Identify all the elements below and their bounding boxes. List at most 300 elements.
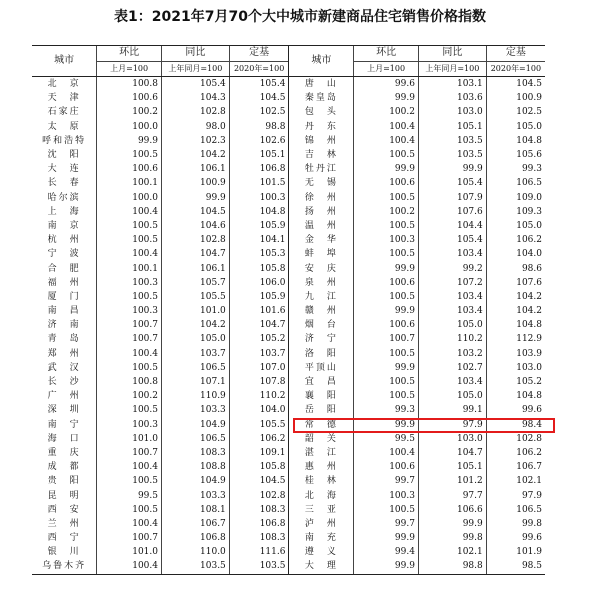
left-city-name: 杭 州 [47, 235, 81, 246]
left-yoy-value: 101.0 [162, 304, 230, 318]
right-mom-value: 99.9 [354, 418, 419, 432]
left-base-value: 108.3 [229, 531, 289, 545]
left-base-value: 107.0 [229, 361, 289, 375]
left-base-value: 102.5 [229, 105, 289, 119]
right-base-value: 105.0 [486, 219, 545, 233]
right-base-value: 99.6 [486, 403, 545, 417]
left-city-name: 深 圳 [47, 405, 81, 416]
header-base-sub-right: 2020年=100 [486, 61, 545, 77]
right-yoy-value: 99.2 [418, 261, 486, 275]
left-mom-value: 100.5 [97, 503, 162, 517]
right-yoy-value: 107.9 [418, 191, 486, 205]
right-base-value: 112.9 [486, 332, 545, 346]
table-row [32, 545, 545, 559]
right-mom-value: 100.5 [354, 247, 419, 261]
right-base-value: 104.2 [486, 304, 545, 318]
header-mom-left: 环比 [97, 46, 162, 62]
right-yoy-value: 107.2 [418, 276, 486, 290]
right-base-value: 104.8 [486, 389, 545, 403]
left-mom-value: 100.2 [97, 105, 162, 119]
right-base-value: 107.6 [486, 276, 545, 290]
left-mom-value: 100.3 [97, 418, 162, 432]
left-city-name: 宁 波 [47, 249, 81, 260]
table-row [32, 176, 545, 190]
right-yoy-value: 103.6 [418, 91, 486, 105]
left-base-value: 106.2 [229, 432, 289, 446]
left-mom-value: 100.5 [97, 474, 162, 488]
header-yoy-sub-left: 上年同月=100 [162, 61, 230, 77]
left-city-name: 济 南 [47, 320, 81, 331]
table-row [32, 474, 545, 488]
table-row [32, 77, 545, 92]
right-yoy-value: 99.1 [418, 403, 486, 417]
left-yoy-value: 105.7 [162, 276, 230, 290]
left-city-name: 武 汉 [47, 362, 81, 373]
left-city-name: 沈 阳 [47, 150, 81, 161]
table-row [32, 361, 545, 375]
left-city-name: 厦 门 [47, 291, 81, 302]
right-mom-value: 100.7 [354, 332, 419, 346]
table-row [32, 460, 545, 474]
right-city-name: 泸 州 [289, 517, 354, 531]
header-base-left: 定基 [229, 46, 289, 62]
right-base-value: 106.2 [486, 233, 545, 247]
left-yoy-value: 98.0 [162, 120, 230, 134]
price-index-table [32, 45, 545, 575]
table-row [32, 304, 545, 318]
left-city-name: 长 春 [47, 178, 81, 189]
left-mom-value: 100.5 [97, 233, 162, 247]
right-yoy-value: 105.4 [418, 233, 486, 247]
left-city-name: 重 庆 [47, 447, 81, 458]
right-city-name: 济 宁 [289, 332, 354, 346]
right-mom-value: 100.5 [354, 290, 419, 304]
right-base-value: 109.3 [486, 205, 545, 219]
left-mom-value: 100.0 [97, 120, 162, 134]
left-yoy-value: 110.9 [162, 389, 230, 403]
left-base-value: 102.8 [229, 488, 289, 502]
table-row [32, 219, 545, 233]
left-mom-value: 101.0 [97, 545, 162, 559]
right-base-value: 99.8 [486, 517, 545, 531]
left-city-name: 哈尔滨 [47, 192, 81, 203]
table-row [32, 134, 545, 148]
left-yoy-value: 104.5 [162, 205, 230, 219]
right-mom-value: 100.6 [354, 318, 419, 332]
left-yoy-value: 99.9 [162, 191, 230, 205]
left-yoy-value: 103.5 [162, 559, 230, 574]
left-base-value: 106.8 [229, 517, 289, 531]
left-mom-value: 100.4 [97, 517, 162, 531]
right-yoy-value: 98.8 [418, 559, 486, 574]
right-yoy-value: 104.4 [418, 219, 486, 233]
right-yoy-value: 105.0 [418, 318, 486, 332]
right-yoy-value: 103.0 [418, 432, 486, 446]
left-yoy-value: 108.3 [162, 446, 230, 460]
right-base-value: 106.5 [486, 503, 545, 517]
right-yoy-value: 107.6 [418, 205, 486, 219]
left-mom-value: 100.6 [97, 91, 162, 105]
table-title: 表1：2021年7月70个大中城市新建商品住宅销售价格指数 [114, 9, 486, 25]
left-base-value: 104.7 [229, 318, 289, 332]
right-yoy-value: 97.9 [418, 418, 486, 432]
left-base-value: 105.3 [229, 247, 289, 261]
left-base-value: 106.8 [229, 162, 289, 176]
right-city-name: 三 亚 [289, 503, 354, 517]
left-yoy-value: 106.5 [162, 432, 230, 446]
right-city-name: 惠 州 [289, 460, 354, 474]
header-city-right: 城市 [289, 46, 354, 77]
left-base-value: 102.6 [229, 134, 289, 148]
right-city-name: 泉 州 [289, 276, 354, 290]
right-city-name: 唐 山 [289, 77, 354, 92]
table-row [32, 233, 545, 247]
header-mom-right: 环比 [354, 46, 419, 62]
left-yoy-value: 105.4 [162, 77, 230, 92]
right-yoy-value: 103.5 [418, 148, 486, 162]
header-mom-sub-right: 上月=100 [354, 61, 419, 77]
left-mom-value: 100.1 [97, 176, 162, 190]
right-base-value: 104.5 [486, 77, 545, 92]
left-city-name: 郑 州 [47, 348, 81, 359]
left-city-name: 西 宁 [47, 533, 81, 544]
right-base-value: 97.9 [486, 488, 545, 502]
table-row [32, 446, 545, 460]
left-yoy-value: 102.3 [162, 134, 230, 148]
right-base-value: 102.5 [486, 105, 545, 119]
left-city-name: 成 都 [47, 462, 81, 473]
right-city-name: 蚌 埠 [289, 247, 354, 261]
right-mom-value: 100.4 [354, 120, 419, 134]
right-mom-value: 100.2 [354, 205, 419, 219]
table-row [32, 531, 545, 545]
left-base-value: 98.8 [229, 120, 289, 134]
left-yoy-value: 103.7 [162, 347, 230, 361]
right-yoy-value: 105.1 [418, 120, 486, 134]
left-yoy-value: 110.0 [162, 545, 230, 559]
right-mom-value: 100.4 [354, 446, 419, 460]
left-yoy-value: 104.2 [162, 318, 230, 332]
left-mom-value: 100.7 [97, 446, 162, 460]
left-mom-value: 100.3 [97, 276, 162, 290]
left-yoy-value: 102.8 [162, 233, 230, 247]
table-row [32, 191, 545, 205]
right-yoy-value: 99.9 [418, 162, 486, 176]
right-city-name: 北 海 [289, 488, 354, 502]
header-yoy-left: 同比 [162, 46, 230, 62]
right-mom-value: 100.5 [354, 503, 419, 517]
right-mom-value: 99.3 [354, 403, 419, 417]
right-city-name: 金 华 [289, 233, 354, 247]
left-city-name: 南 宁 [47, 419, 81, 430]
right-city-name: 大 理 [289, 559, 354, 574]
left-mom-value: 100.7 [97, 531, 162, 545]
left-city-name: 广 州 [47, 391, 81, 402]
left-base-value: 111.6 [229, 545, 289, 559]
left-city-name: 贵 阳 [47, 476, 81, 487]
left-yoy-value: 106.7 [162, 517, 230, 531]
left-mom-value: 100.5 [97, 361, 162, 375]
left-yoy-value: 107.1 [162, 375, 230, 389]
table-row [32, 318, 545, 332]
right-base-value: 105.2 [486, 375, 545, 389]
right-base-value: 99.3 [486, 162, 545, 176]
right-yoy-value: 97.7 [418, 488, 486, 502]
left-city-name: 海 口 [47, 433, 81, 444]
right-mom-value: 100.5 [354, 389, 419, 403]
left-base-value: 105.8 [229, 460, 289, 474]
right-base-value: 103.0 [486, 361, 545, 375]
right-base-value: 104.8 [486, 318, 545, 332]
right-yoy-value: 103.2 [418, 347, 486, 361]
right-base-value: 98.4 [486, 418, 545, 432]
left-yoy-value: 103.3 [162, 403, 230, 417]
right-mom-value: 99.7 [354, 517, 419, 531]
right-city-name: 常 德 [289, 418, 354, 432]
left-yoy-value: 104.2 [162, 148, 230, 162]
right-mom-value: 100.5 [354, 375, 419, 389]
left-city-name: 西 安 [47, 504, 81, 515]
left-mom-value: 100.4 [97, 559, 162, 574]
right-city-name: 桂 林 [289, 474, 354, 488]
left-yoy-value: 105.5 [162, 290, 230, 304]
table-row [32, 503, 545, 517]
left-city-name: 乌鲁木齐 [32, 559, 97, 574]
left-base-value: 105.8 [229, 261, 289, 275]
left-base-value: 101.6 [229, 304, 289, 318]
left-base-value: 104.5 [229, 474, 289, 488]
left-yoy-value: 100.9 [162, 176, 230, 190]
right-yoy-value: 104.7 [418, 446, 486, 460]
table-row [32, 205, 545, 219]
right-city-name: 洛 阳 [289, 347, 354, 361]
right-base-value: 105.0 [486, 120, 545, 134]
left-mom-value: 100.2 [97, 389, 162, 403]
left-city-name: 大 连 [47, 164, 81, 175]
right-base-value: 106.2 [486, 446, 545, 460]
left-city-name: 呼和浩特 [42, 135, 87, 146]
table-row [32, 120, 545, 134]
right-base-value: 105.6 [486, 148, 545, 162]
right-base-value: 104.0 [486, 247, 545, 261]
right-yoy-value: 103.1 [418, 77, 486, 92]
left-yoy-value: 104.9 [162, 418, 230, 432]
left-yoy-value: 102.8 [162, 105, 230, 119]
right-city-name: 无 锡 [289, 176, 354, 190]
left-mom-value: 100.5 [97, 403, 162, 417]
left-yoy-value: 104.7 [162, 247, 230, 261]
left-mom-value: 100.1 [97, 261, 162, 275]
right-yoy-value: 103.4 [418, 375, 486, 389]
right-mom-value: 100.5 [354, 347, 419, 361]
left-city-name: 昆 明 [47, 490, 81, 501]
right-mom-value: 99.9 [354, 361, 419, 375]
right-yoy-value: 110.2 [418, 332, 486, 346]
left-yoy-value: 104.3 [162, 91, 230, 105]
right-mom-value: 100.3 [354, 488, 419, 502]
right-city-name: 安 庆 [289, 261, 354, 275]
right-yoy-value: 99.9 [418, 517, 486, 531]
left-mom-value: 99.9 [97, 134, 162, 148]
left-yoy-value: 106.1 [162, 162, 230, 176]
right-base-value: 101.9 [486, 545, 545, 559]
left-yoy-value: 106.5 [162, 361, 230, 375]
left-mom-value: 100.6 [97, 162, 162, 176]
right-base-value: 103.9 [486, 347, 545, 361]
right-city-name: 襄 阳 [289, 389, 354, 403]
right-city-name: 锦 州 [289, 134, 354, 148]
right-yoy-value: 102.1 [418, 545, 486, 559]
left-city-name: 福 州 [47, 277, 81, 288]
left-base-value: 104.1 [229, 233, 289, 247]
right-mom-value: 99.9 [354, 559, 419, 574]
table-row [32, 432, 545, 446]
table-row [32, 403, 545, 417]
right-base-value: 102.8 [486, 432, 545, 446]
right-base-value: 104.8 [486, 134, 545, 148]
right-city-name: 遵 义 [289, 545, 354, 559]
right-mom-value: 100.5 [354, 148, 419, 162]
left-mom-value: 100.4 [97, 205, 162, 219]
left-base-value: 105.5 [229, 418, 289, 432]
right-city-name: 九 江 [289, 290, 354, 304]
right-yoy-value: 102.7 [418, 361, 486, 375]
header-yoy-sub-right: 上年同月=100 [418, 61, 486, 77]
table-row [32, 247, 545, 261]
table-row [32, 162, 545, 176]
right-mom-value: 100.5 [354, 191, 419, 205]
right-yoy-value: 99.8 [418, 531, 486, 545]
table-row [32, 290, 545, 304]
left-yoy-value: 108.8 [162, 460, 230, 474]
table-row [32, 559, 545, 574]
left-city-name: 合 肥 [47, 263, 81, 274]
right-mom-value: 100.6 [354, 176, 419, 190]
right-city-name: 南 充 [289, 531, 354, 545]
left-base-value: 105.9 [229, 219, 289, 233]
left-mom-value: 100.3 [97, 304, 162, 318]
right-city-name: 包 头 [289, 105, 354, 119]
left-city-name: 上 海 [47, 206, 81, 217]
right-yoy-value: 103.4 [418, 290, 486, 304]
right-base-value: 99.6 [486, 531, 545, 545]
right-mom-value: 99.9 [354, 304, 419, 318]
header-base-sub-left: 2020年=100 [229, 61, 289, 77]
left-city-name: 长 沙 [47, 377, 81, 388]
left-mom-value: 99.5 [97, 488, 162, 502]
table-row [32, 105, 545, 119]
left-base-value: 100.3 [229, 191, 289, 205]
right-mom-value: 100.2 [354, 105, 419, 119]
left-yoy-value: 106.1 [162, 261, 230, 275]
right-base-value: 106.7 [486, 460, 545, 474]
right-mom-value: 100.4 [354, 134, 419, 148]
right-base-value: 102.1 [486, 474, 545, 488]
right-base-value: 98.5 [486, 559, 545, 574]
left-mom-value: 100.5 [97, 219, 162, 233]
right-yoy-value: 106.6 [418, 503, 486, 517]
right-city-name: 韶 关 [289, 432, 354, 446]
right-mom-value: 99.5 [354, 432, 419, 446]
left-base-value: 107.8 [229, 375, 289, 389]
right-city-name: 徐 州 [289, 191, 354, 205]
header-yoy-right: 同比 [418, 46, 486, 62]
left-city-name: 石家庄 [47, 107, 81, 118]
left-base-value: 106.0 [229, 276, 289, 290]
right-city-name: 吉 林 [289, 148, 354, 162]
left-base-value: 105.2 [229, 332, 289, 346]
right-yoy-value: 103.0 [418, 105, 486, 119]
left-yoy-value: 105.0 [162, 332, 230, 346]
header-mom-sub-left: 上月=100 [97, 61, 162, 77]
left-yoy-value: 108.1 [162, 503, 230, 517]
right-base-value: 109.0 [486, 191, 545, 205]
left-mom-value: 100.7 [97, 332, 162, 346]
table-row [32, 488, 545, 502]
table-row [32, 389, 545, 403]
left-base-value: 104.0 [229, 403, 289, 417]
left-base-value: 109.1 [229, 446, 289, 460]
right-city-name: 烟 台 [289, 318, 354, 332]
left-base-value: 104.5 [229, 91, 289, 105]
right-city-name: 秦皇岛 [289, 91, 354, 105]
left-base-value: 105.1 [229, 148, 289, 162]
left-city-name: 太 原 [47, 121, 81, 132]
left-base-value: 103.5 [229, 559, 289, 574]
left-base-value: 103.7 [229, 347, 289, 361]
left-city-name: 南 昌 [47, 306, 81, 317]
left-base-value: 105.9 [229, 290, 289, 304]
left-base-value: 105.4 [229, 77, 289, 92]
left-city-name: 兰 州 [47, 518, 81, 529]
table-row [32, 261, 545, 275]
right-mom-value: 99.9 [354, 261, 419, 275]
left-mom-value: 100.8 [97, 375, 162, 389]
left-city-name: 天 津 [47, 93, 81, 104]
header-base-right: 定基 [486, 46, 545, 62]
table-row [32, 375, 545, 389]
right-city-name: 牡丹江 [289, 162, 354, 176]
left-mom-value: 100.0 [97, 191, 162, 205]
left-base-value: 101.5 [229, 176, 289, 190]
table-row [32, 332, 545, 346]
right-mom-value: 100.6 [354, 460, 419, 474]
left-yoy-value: 103.3 [162, 488, 230, 502]
right-mom-value: 99.9 [354, 531, 419, 545]
right-city-name: 宜 昌 [289, 375, 354, 389]
left-base-value: 108.3 [229, 503, 289, 517]
left-mom-value: 101.0 [97, 432, 162, 446]
left-city-name: 北 京 [47, 79, 81, 90]
right-base-value: 98.6 [486, 261, 545, 275]
right-yoy-value: 103.4 [418, 304, 486, 318]
left-mom-value: 100.4 [97, 247, 162, 261]
left-mom-value: 100.8 [97, 77, 162, 92]
right-city-name: 扬 州 [289, 205, 354, 219]
right-yoy-value: 105.0 [418, 389, 486, 403]
right-mom-value: 99.9 [354, 162, 419, 176]
left-city-name: 银 川 [47, 547, 81, 558]
right-base-value: 100.9 [486, 91, 545, 105]
left-city-name: 青 岛 [47, 334, 81, 345]
right-yoy-value: 101.2 [418, 474, 486, 488]
left-mom-value: 100.4 [97, 347, 162, 361]
right-city-name: 温 州 [289, 219, 354, 233]
right-mom-value: 99.4 [354, 545, 419, 559]
right-city-name: 赣 州 [289, 304, 354, 318]
right-mom-value: 100.6 [354, 276, 419, 290]
table-row [32, 347, 545, 361]
